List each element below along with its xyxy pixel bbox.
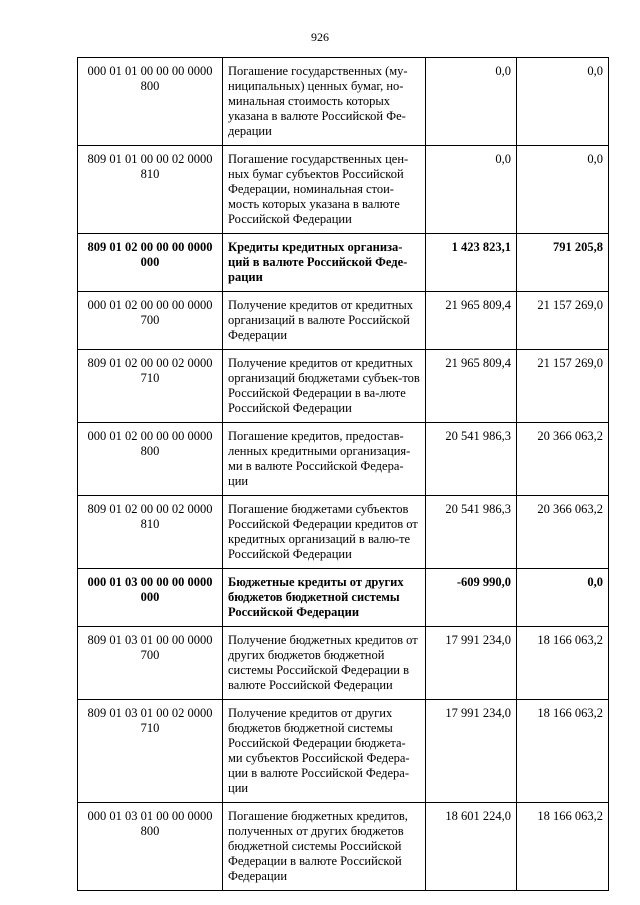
amount-second-year: 21 157 269,0: [517, 350, 609, 423]
classification-code: 000 01 02 00 00 00 0000 800: [78, 423, 223, 496]
table-row: [78, 292, 609, 350]
row-description: Кредиты кредитных организа-ций в валюте Российской Феде-рации: [223, 234, 426, 292]
amount-first-year: 21 965 809,4: [426, 292, 517, 350]
row-description: Бюджетные кредиты от других бюджетов бюджетной системы Российской Федерации: [223, 569, 426, 627]
table-row: [78, 58, 609, 146]
amount-first-year: 17 991 234,0: [426, 700, 517, 803]
classification-code: 000 01 02 00 00 00 0000 700: [78, 292, 223, 350]
classification-code: 000 01 03 01 00 00 0000 800: [78, 803, 223, 891]
amount-first-year: 1 423 823,1: [426, 234, 517, 292]
page-number: 926: [311, 30, 329, 44]
row-description: Погашение бюджетами субъектов Российской Федерации кредитов от кредитных организаций в валю-те Российской Федерации: [223, 496, 426, 569]
row-description: Получение кредитов от кредитных организаций в валюте Российской Федерации: [223, 292, 426, 350]
amount-first-year: 20 541 986,3: [426, 496, 517, 569]
classification-code: 809 01 03 01 00 02 0000 710: [78, 700, 223, 803]
table-row: [78, 423, 609, 496]
budget-sources-table: [77, 57, 609, 891]
row-description: Погашение государственных (му-ниципальных) ценных бумаг, но-минальная стоимость которых указана в валюте Российской Фе-дерации: [223, 58, 426, 146]
classification-code: 000 01 03 00 00 00 0000 000: [78, 569, 223, 627]
table-row: [78, 700, 609, 803]
table-row: [78, 350, 609, 423]
amount-second-year: 18 166 063,2: [517, 627, 609, 700]
amount-first-year: 18 601 224,0: [426, 803, 517, 891]
row-description: Погашение кредитов, предостав-ленных кредитными организация-ми в валюте Российской Федера-ции: [223, 423, 426, 496]
amount-second-year: 791 205,8: [517, 234, 609, 292]
amount-first-year: 20 541 986,3: [426, 423, 517, 496]
classification-code: 809 01 03 01 00 00 0000 700: [78, 627, 223, 700]
amount-first-year: 21 965 809,4: [426, 350, 517, 423]
amount-first-year: -609 990,0: [426, 569, 517, 627]
table-row: [78, 803, 609, 891]
amount-first-year: 0,0: [426, 58, 517, 146]
table-row: [78, 146, 609, 234]
table-row: [78, 627, 609, 700]
table-row-total: [78, 569, 609, 627]
amount-first-year: 0,0: [426, 146, 517, 234]
amount-second-year: 18 166 063,2: [517, 700, 609, 803]
row-description: Погашение государственных цен-ных бумаг субъектов Российской Федерации, номинальная стои-мость которых указана в валюте Российской Федерации: [223, 146, 426, 234]
amount-second-year: 0,0: [517, 146, 609, 234]
classification-code: 000 01 01 00 00 00 0000 800: [78, 58, 223, 146]
table-row-total: [78, 234, 609, 292]
amount-second-year: 0,0: [517, 569, 609, 627]
classification-code: 809 01 01 00 00 02 0000 810: [78, 146, 223, 234]
amount-second-year: 20 366 063,2: [517, 423, 609, 496]
classification-code: 809 01 02 00 00 02 0000 710: [78, 350, 223, 423]
amount-second-year: 20 366 063,2: [517, 496, 609, 569]
table-row: [78, 496, 609, 569]
classification-code: 809 01 02 00 00 02 0000 810: [78, 496, 223, 569]
row-description: Получение бюджетных кредитов от других бюджетов бюджетной системы Российской Федерации в валюте Российской Федерации: [223, 627, 426, 700]
amount-second-year: 0,0: [517, 58, 609, 146]
row-description: Получение кредитов от других бюджетов бюджетной системы Российской Федерации бюджета-ми субъектов Российской Федера-ции в валюте Российской Федера-ции: [223, 700, 426, 803]
amount-first-year: 17 991 234,0: [426, 627, 517, 700]
row-description: Погашение бюджетных кредитов, полученных от других бюджетов бюджетной системы Российской Федерации в валюте Российской Федерации: [223, 803, 426, 891]
row-description: Получение кредитов от кредитных организаций бюджетами субъек-тов Российской Федерации в ва-люте Российской Федерации: [223, 350, 426, 423]
classification-code: 809 01 02 00 00 00 0000 000: [78, 234, 223, 292]
amount-second-year: 21 157 269,0: [517, 292, 609, 350]
amount-second-year: 18 166 063,2: [517, 803, 609, 891]
